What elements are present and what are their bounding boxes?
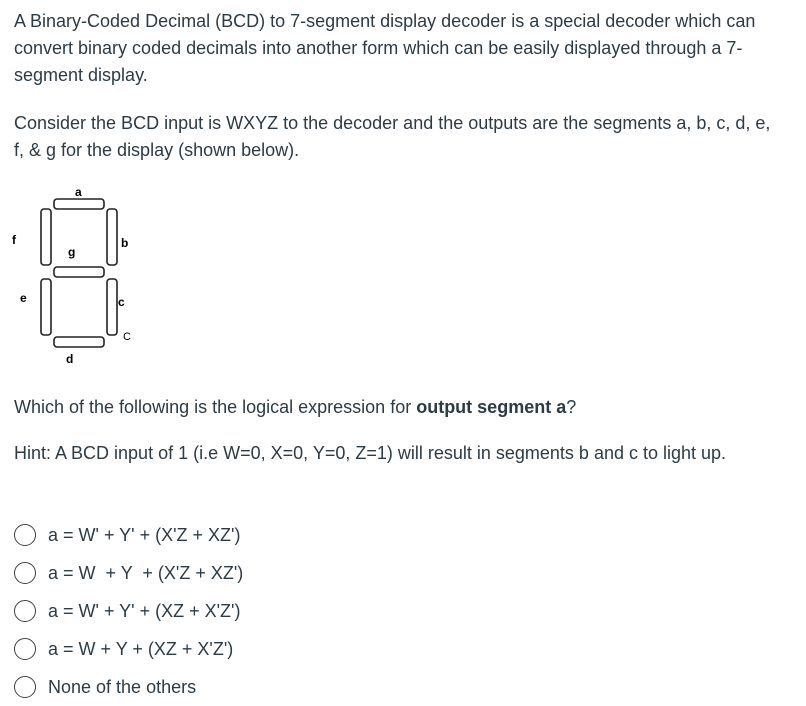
answer-options (14, 516, 243, 706)
intro-paragraph-2: Consider the BCD input is WXYZ to the decoder and the outputs are the segments a, b, c, d, e, f, & g for the display (shown below). (14, 113, 771, 160)
label-b: b (121, 236, 129, 250)
segment-a (54, 199, 104, 209)
radio-button[interactable] (14, 600, 36, 622)
radio-button[interactable] (14, 676, 36, 698)
option-label: None of the others (48, 676, 197, 697)
option-3[interactable] (14, 592, 243, 630)
radio-button[interactable] (14, 562, 36, 584)
option-4[interactable] (14, 630, 243, 668)
intro-paragraph-1: A Binary-Coded Decimal (BCD) to 7-segment display decoder is a special decoder which can convert binary coded decimals into another form which can be easily displayed through a 7-segment display. (14, 11, 756, 85)
label-c: c (118, 295, 125, 309)
option-label: a = W' + Y' + (X'Z + XZ') (48, 524, 241, 545)
segment-g (54, 267, 104, 277)
segment-d (54, 337, 104, 347)
label-d: d (66, 352, 74, 366)
segment-c (107, 279, 117, 335)
radio-button[interactable] (14, 524, 36, 546)
label-e: e (20, 291, 27, 305)
segment-e (41, 279, 51, 335)
option-5[interactable] (14, 668, 243, 706)
radio-button[interactable] (14, 638, 36, 660)
option-1[interactable] (14, 516, 243, 554)
option-2[interactable] (14, 554, 243, 592)
label-a: a (75, 185, 82, 199)
label-c-extra: C (123, 331, 131, 343)
option-label: a = W + Y + (X'Z + XZ') (48, 562, 244, 583)
segment-b (107, 209, 117, 265)
question-bold: output segment a (416, 397, 567, 417)
option-label: a = W + Y + (XZ + X'Z') (48, 638, 234, 659)
question-text (14, 394, 784, 421)
option-label: a = W' + Y' + (XZ + X'Z') (48, 600, 241, 621)
question-prefix: Which of the following is the logical expression for (14, 397, 417, 417)
segment-f (41, 209, 51, 265)
question-suffix: ? (566, 397, 577, 417)
seven-segment-diagram (14, 182, 144, 372)
label-g: g (68, 245, 76, 259)
seven-segment-svg (14, 182, 144, 372)
label-f: f (12, 233, 16, 247)
hint-text: Hint: A BCD input of 1 (i.e W=0, X=0, Y=0, Z=1) will result in segments b and c to light up. (14, 443, 727, 463)
